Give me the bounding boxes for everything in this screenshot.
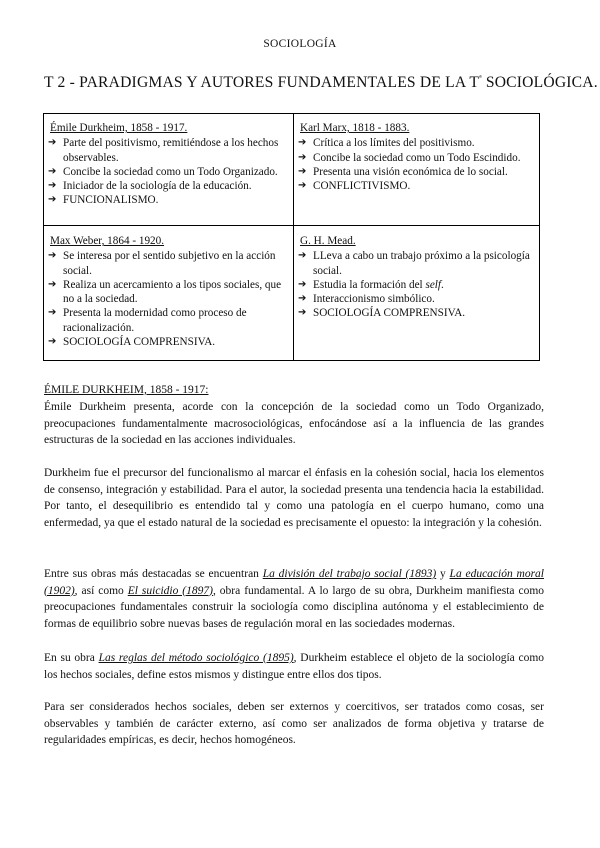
list-item: ➔ Presenta una visión económica de lo social.	[298, 165, 508, 178]
paragraph-3: Entre sus obras más destacadas se encuentran La división del trabajo social (1893) y La educación moral (1902), así como El suicidio (1897), obra fundamental. A lo largo de su obra, Durkheim manifiesta como preocupaciones fundamentales construir la sociología como disciplina autónoma y el establecimiento de formas de equilibrio sobre nuevas bases de regulación moral en las sociedades modernas.	[44, 568, 545, 630]
arrow-right-icon: ➔	[48, 137, 57, 149]
paragraph-5: Para ser considerados hechos sociales, deben ser externos y coercitivos, ser tratados como cosas, ser observables y también de carácter externo, así como ser analizados de forma objetiva y tratarse de regularidades empíricas, es decir, hechos homogéneos.	[44, 701, 544, 747]
work-title: La educación moral (1902)	[44, 568, 544, 597]
self-term: self	[425, 278, 442, 291]
authors-table	[43, 113, 540, 361]
list-item: ➔ Se interesa por el sentido subjetivo en la acción social.	[48, 250, 276, 277]
author-item-list	[298, 249, 538, 320]
list-item: ➔ Estudia la formación del self.	[298, 278, 444, 291]
author-heading: Émile Durkheim, 1858 - 1917.	[50, 122, 188, 134]
list-item: ➔ CONFLICTIVISMO.	[298, 180, 411, 193]
author-item-list	[48, 136, 292, 207]
list-item: ➔ Interaccionismo simbólico.	[298, 293, 435, 306]
list-item: ➔ Iniciador de la sociología de la educación.	[48, 180, 252, 193]
work-title: El suicidio (1897)	[127, 584, 213, 597]
page-title	[44, 73, 598, 92]
paragraph-1: Émile Durkheim presenta, acorde con la concepción de la sociedad como un Todo Organizado, preocupaciones fundamentalmente macrosociológicas, enfocándose así a la influencia de las grandes estructuras de la sociedad en las acciones individuales.	[44, 401, 544, 447]
list-item: ➔ FUNCIONALISMO.	[48, 194, 159, 207]
arrow-right-icon: ➔	[298, 278, 307, 290]
author-heading: Max Weber, 1864 - 1920.	[50, 235, 165, 247]
arrow-right-icon: ➔	[48, 165, 57, 177]
arrow-right-icon: ➔	[298, 180, 307, 192]
list-item: ➔ Parte del positivismo, remitiéndose a los hechos observables.	[48, 137, 279, 164]
work-title: Las reglas del método sociológico (1895)	[98, 652, 294, 664]
list-item: ➔ Realiza un acercamiento a los tipos sociales, que no a la sociedad.	[48, 278, 282, 306]
list-item: ➔ SOCIOLOGÍA COMPRENSIVA.	[48, 336, 216, 349]
arrow-right-icon: ➔	[48, 336, 57, 348]
list-item: ➔ Presenta la modernidad como proceso de racionalización.	[48, 307, 247, 334]
arrow-right-icon: ➔	[48, 278, 57, 290]
list-item: ➔ Concibe la sociedad como un Todo Organizado.	[48, 165, 278, 178]
list-item: ➔ SOCIOLOGÍA COMPRENSIVA.	[298, 307, 466, 320]
author-heading: G. H. Mead.	[300, 235, 356, 247]
author-cell-durkheim	[48, 121, 292, 208]
section-title: ÉMILE DURKHEIM, 1858 - 1917:	[44, 384, 209, 396]
author-item-list	[298, 136, 538, 193]
title-tail: SOCIOLÓGICA.	[481, 74, 598, 92]
arrow-right-icon: ➔	[298, 165, 307, 177]
list-item: ➔ Crítica a los límites del positivismo.	[298, 137, 475, 150]
arrow-right-icon: ➔	[48, 180, 57, 192]
table-vertical-divider	[293, 114, 294, 360]
arrow-right-icon: ➔	[298, 307, 307, 319]
author-item-list	[48, 249, 292, 349]
arrow-right-icon: ➔	[298, 151, 307, 163]
arrow-right-icon: ➔	[48, 307, 57, 319]
author-cell-weber	[48, 234, 292, 349]
page-header: SOCIOLOGÍA	[263, 38, 337, 50]
arrow-right-icon: ➔	[48, 250, 57, 262]
title-main: T 2 - PARADIGMAS Y AUTORES FUNDAMENTALES DE LA T	[44, 74, 480, 92]
author-heading: Karl Marx, 1818 - 1883.	[300, 122, 410, 134]
title-superscript: ª	[479, 73, 482, 83]
paragraph-4: En su obra Las reglas del método sociológico (1895), Durkheim establece el objeto de la sociología como los hechos sociales, define estos mismos y distingue entre ellos dos tipos.	[44, 652, 545, 681]
arrow-right-icon: ➔	[298, 250, 307, 262]
work-title: La división del trabajo social (1893)	[262, 568, 437, 580]
list-item: ➔ Concibe la sociedad como un Todo Escindido.	[298, 151, 521, 164]
paragraph-2: Durkheim fue el precursor del funcionalismo al marcar el énfasis en la cohesión social, hacia los elementos de consenso, integración y estabilidad. Para el autor, la sociedad presenta una tendencia hacia la estabilidad. Por tanto, el desequilibrio es entendido tal y como una patología en el cuerpo humano, como una enfermedad, ya que el estado natural de la sociedad es precisamente el opuesto: la integración y la cohesión.	[44, 467, 544, 529]
arrow-right-icon: ➔	[48, 194, 57, 206]
arrow-right-icon: ➔	[298, 293, 307, 305]
table-horizontal-divider	[44, 225, 539, 226]
arrow-right-icon: ➔	[298, 137, 307, 149]
author-cell-marx	[298, 121, 538, 193]
author-cell-mead	[298, 234, 538, 321]
list-item: ➔ LLeva a cabo un trabajo próximo a la psicología social.	[298, 250, 530, 277]
